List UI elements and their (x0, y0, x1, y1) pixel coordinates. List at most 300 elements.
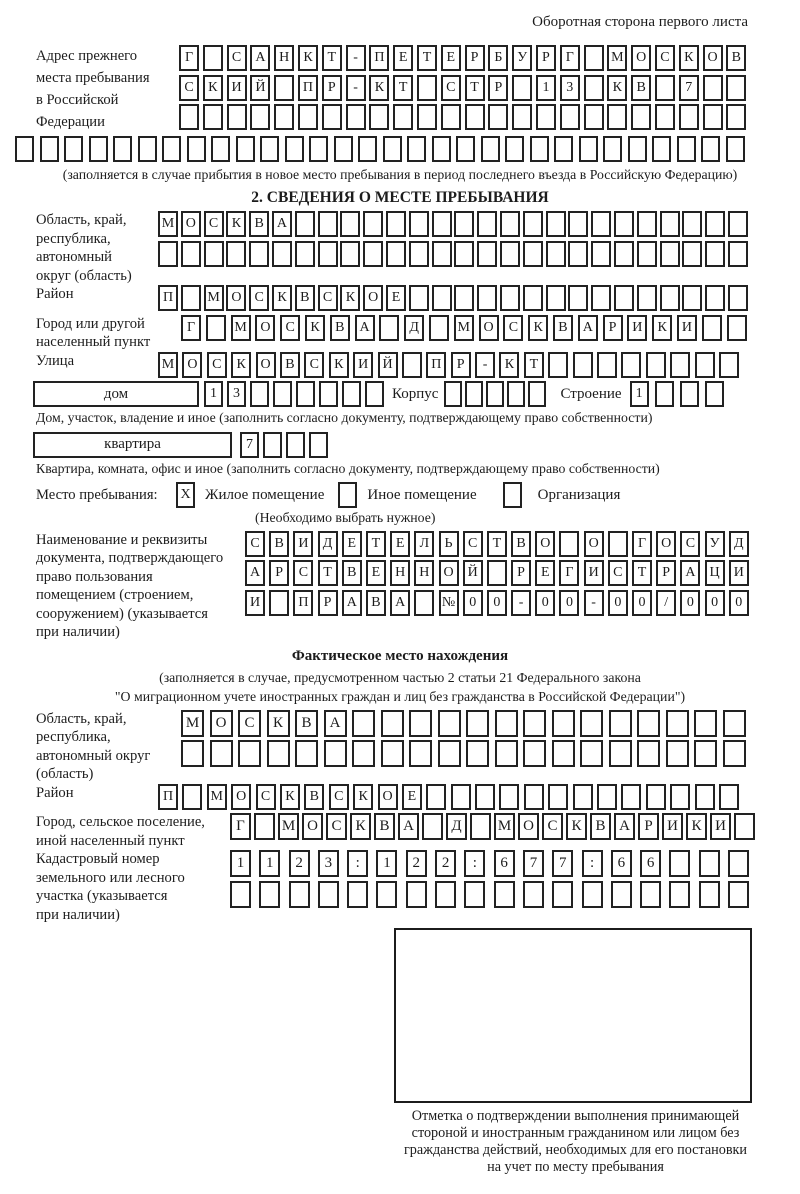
char-cell[interactable] (236, 136, 255, 162)
char-cell[interactable] (523, 881, 544, 908)
char-cell[interactable]: 2 (406, 850, 427, 877)
char-cell[interactable]: Т (487, 531, 507, 557)
char-cell[interactable] (273, 381, 292, 407)
char-cell[interactable] (238, 740, 261, 767)
char-cell[interactable] (679, 104, 699, 130)
char-cell[interactable]: П (426, 352, 446, 378)
char-box-row[interactable] (245, 590, 749, 616)
char-cell[interactable]: Е (402, 784, 422, 810)
char-cell[interactable] (454, 241, 474, 267)
char-cell[interactable]: О (703, 45, 723, 71)
char-cell[interactable] (296, 381, 315, 407)
char-box-row-overflow[interactable] (15, 136, 800, 162)
char-cell[interactable]: Г (559, 560, 579, 586)
char-cell[interactable] (318, 241, 338, 267)
char-cell[interactable]: Д (318, 531, 338, 557)
char-cell[interactable] (477, 285, 497, 311)
char-cell[interactable]: И (677, 315, 697, 341)
char-cell[interactable] (487, 560, 507, 586)
char-cell[interactable] (402, 352, 422, 378)
char-cell[interactable] (695, 352, 715, 378)
char-cell[interactable]: Е (393, 45, 413, 71)
char-cell[interactable] (582, 881, 603, 908)
char-cell[interactable] (274, 104, 294, 130)
char-cell[interactable]: Р (638, 813, 659, 840)
char-box-row[interactable] (181, 740, 746, 767)
char-cell[interactable] (523, 285, 543, 311)
char-cell[interactable] (523, 241, 543, 267)
char-cell[interactable]: И (584, 560, 604, 586)
char-cell[interactable]: : (347, 850, 368, 877)
house-number-boxes[interactable] (204, 381, 384, 407)
char-cell[interactable] (507, 381, 525, 407)
char-cell[interactable]: 3 (560, 75, 580, 101)
char-cell[interactable] (660, 241, 680, 267)
char-cell[interactable] (637, 211, 657, 237)
char-cell[interactable]: И (245, 590, 265, 616)
char-cell[interactable] (254, 813, 275, 840)
char-cell[interactable] (637, 285, 657, 311)
char-cell[interactable] (204, 241, 224, 267)
char-cell[interactable] (614, 241, 634, 267)
char-cell[interactable]: М (158, 211, 178, 237)
apartment-number-boxes[interactable] (240, 432, 328, 458)
char-cell[interactable] (179, 104, 199, 130)
char-cell[interactable]: И (627, 315, 647, 341)
char-cell[interactable]: Й (463, 560, 483, 586)
char-cell[interactable] (230, 881, 251, 908)
char-cell[interactable]: 1 (376, 850, 397, 877)
char-cell[interactable] (705, 285, 725, 311)
char-cell[interactable] (660, 211, 680, 237)
char-cell[interactable]: Н (414, 560, 434, 586)
char-cell[interactable]: 7 (552, 850, 573, 877)
char-cell[interactable] (466, 710, 489, 737)
char-cell[interactable]: О (656, 531, 676, 557)
char-cell[interactable]: С (503, 315, 523, 341)
char-cell[interactable] (580, 710, 603, 737)
char-cell[interactable]: Е (342, 531, 362, 557)
char-box-row[interactable] (230, 881, 749, 908)
char-cell[interactable] (505, 136, 524, 162)
char-cell[interactable] (597, 352, 617, 378)
char-cell[interactable] (435, 881, 456, 908)
char-cell[interactable]: Л (414, 531, 434, 557)
char-box-row[interactable] (230, 850, 749, 877)
char-cell[interactable]: К (267, 710, 290, 737)
char-cell[interactable]: М (158, 352, 178, 378)
char-cell[interactable]: А (355, 315, 375, 341)
char-cell[interactable] (466, 740, 489, 767)
char-cell[interactable]: С (304, 352, 324, 378)
char-cell[interactable] (660, 285, 680, 311)
char-cell[interactable] (621, 784, 641, 810)
char-cell[interactable] (386, 211, 406, 237)
char-cell[interactable] (727, 315, 747, 341)
char-cell[interactable]: Д (729, 531, 749, 557)
char-cell[interactable] (210, 740, 233, 767)
char-cell[interactable]: М (607, 45, 627, 71)
char-cell[interactable] (652, 136, 671, 162)
char-cell[interactable]: К (566, 813, 587, 840)
char-cell[interactable]: 6 (640, 850, 661, 877)
char-cell[interactable] (621, 352, 641, 378)
char-cell[interactable] (701, 136, 720, 162)
char-cell[interactable] (728, 285, 748, 311)
char-cell[interactable]: К (350, 813, 371, 840)
char-cell[interactable]: М (278, 813, 299, 840)
char-cell[interactable] (666, 710, 689, 737)
char-cell[interactable] (579, 136, 598, 162)
char-cell[interactable]: Ь (439, 531, 459, 557)
char-cell[interactable] (260, 136, 279, 162)
char-cell[interactable]: Т (524, 352, 544, 378)
char-cell[interactable] (726, 136, 745, 162)
char-cell[interactable]: Т (322, 45, 342, 71)
char-cell[interactable] (454, 211, 474, 237)
char-cell[interactable]: В (342, 560, 362, 586)
char-cell[interactable] (723, 740, 746, 767)
char-cell[interactable]: Т (318, 560, 338, 586)
char-cell[interactable]: А (245, 560, 265, 586)
char-cell[interactable]: 0 (559, 590, 579, 616)
char-cell[interactable]: К (340, 285, 360, 311)
char-cell[interactable] (609, 740, 632, 767)
char-cell[interactable] (703, 104, 723, 130)
char-cell[interactable] (552, 710, 575, 737)
char-cell[interactable] (694, 740, 717, 767)
char-cell[interactable] (451, 784, 471, 810)
char-cell[interactable]: Д (404, 315, 424, 341)
char-cell[interactable]: С (655, 45, 675, 71)
char-cell[interactable] (568, 211, 588, 237)
char-cell[interactable]: Н (274, 45, 294, 71)
checkbox-inoe[interactable] (338, 482, 357, 508)
char-cell[interactable] (682, 285, 702, 311)
char-cell[interactable] (528, 381, 546, 407)
char-cell[interactable]: - (475, 352, 495, 378)
char-cell[interactable]: В (374, 813, 395, 840)
char-cell[interactable] (719, 352, 739, 378)
char-cell[interactable] (414, 590, 434, 616)
char-cell[interactable]: 0 (487, 590, 507, 616)
char-cell[interactable] (524, 784, 544, 810)
char-cell[interactable]: Т (417, 45, 437, 71)
char-cell[interactable] (699, 850, 720, 877)
char-cell[interactable]: М (181, 710, 204, 737)
char-cell[interactable]: Т (465, 75, 485, 101)
char-cell[interactable]: К (305, 315, 325, 341)
char-cell[interactable] (295, 211, 315, 237)
char-cell[interactable]: О (226, 285, 246, 311)
char-cell[interactable] (477, 211, 497, 237)
char-cell[interactable]: Р (269, 560, 289, 586)
char-cell[interactable]: С (256, 784, 276, 810)
char-cell[interactable]: - (346, 45, 366, 71)
char-cell[interactable]: - (584, 590, 604, 616)
char-cell[interactable] (182, 784, 202, 810)
char-cell[interactable] (646, 352, 666, 378)
char-cell[interactable] (285, 136, 304, 162)
char-cell[interactable]: 7 (240, 432, 259, 458)
char-cell[interactable] (734, 813, 755, 840)
char-cell[interactable]: В (280, 352, 300, 378)
char-cell[interactable]: К (528, 315, 548, 341)
char-cell[interactable] (267, 740, 290, 767)
char-cell[interactable]: А (578, 315, 598, 341)
char-cell[interactable]: Г (632, 531, 652, 557)
char-cell[interactable] (655, 75, 675, 101)
char-box-row[interactable] (181, 710, 746, 737)
char-cell[interactable] (699, 881, 720, 908)
char-cell[interactable]: К (298, 45, 318, 71)
char-cell[interactable]: И (662, 813, 683, 840)
char-cell[interactable] (227, 104, 247, 130)
char-cell[interactable]: - (346, 75, 366, 101)
char-cell[interactable] (568, 241, 588, 267)
char-cell[interactable]: К (686, 813, 707, 840)
char-cell[interactable]: К (607, 75, 627, 101)
char-cell[interactable]: В (330, 315, 350, 341)
char-cell[interactable]: О (256, 352, 276, 378)
char-cell[interactable] (614, 285, 634, 311)
char-cell[interactable] (381, 740, 404, 767)
char-cell[interactable]: О (535, 531, 555, 557)
char-cell[interactable] (352, 710, 375, 737)
char-cell[interactable]: С (245, 531, 265, 557)
char-cell[interactable] (295, 740, 318, 767)
char-cell[interactable] (591, 211, 611, 237)
char-cell[interactable]: С (608, 560, 628, 586)
char-cell[interactable] (695, 784, 715, 810)
char-cell[interactable]: В (590, 813, 611, 840)
char-cell[interactable]: В (304, 784, 324, 810)
char-cell[interactable] (432, 136, 451, 162)
char-cell[interactable]: В (366, 590, 386, 616)
char-cell[interactable] (340, 211, 360, 237)
char-cell[interactable] (393, 104, 413, 130)
char-cell[interactable] (138, 136, 157, 162)
char-cell[interactable] (560, 104, 580, 130)
korpus-boxes[interactable] (444, 381, 546, 407)
char-cell[interactable] (379, 315, 399, 341)
char-cell[interactable]: К (652, 315, 672, 341)
char-cell[interactable] (417, 75, 437, 101)
char-cell[interactable]: С (293, 560, 313, 586)
char-cell[interactable]: П (369, 45, 389, 71)
char-cell[interactable] (552, 740, 575, 767)
char-cell[interactable]: К (272, 285, 292, 311)
char-cell[interactable] (322, 104, 342, 130)
char-cell[interactable]: В (269, 531, 289, 557)
char-cell[interactable] (274, 75, 294, 101)
char-box-row[interactable] (245, 560, 749, 586)
char-cell[interactable] (499, 784, 519, 810)
char-cell[interactable]: В (249, 211, 269, 237)
char-cell[interactable] (409, 285, 429, 311)
char-cell[interactable] (640, 881, 661, 908)
char-box-row[interactable] (179, 75, 746, 101)
char-cell[interactable]: В (631, 75, 651, 101)
char-cell[interactable] (347, 881, 368, 908)
char-cell[interactable] (340, 241, 360, 267)
char-cell[interactable]: О (518, 813, 539, 840)
char-cell[interactable]: О (210, 710, 233, 737)
char-cell[interactable]: Т (632, 560, 652, 586)
char-cell[interactable]: 1 (259, 850, 280, 877)
char-cell[interactable] (369, 104, 389, 130)
char-cell[interactable]: А (390, 590, 410, 616)
char-cell[interactable]: А (272, 211, 292, 237)
char-box-row[interactable] (158, 241, 748, 267)
char-cell[interactable] (591, 241, 611, 267)
char-cell[interactable] (352, 740, 375, 767)
char-cell[interactable]: С (463, 531, 483, 557)
char-cell[interactable]: С (542, 813, 563, 840)
char-cell[interactable] (495, 710, 518, 737)
checkbox-organizaciya[interactable] (503, 482, 522, 508)
char-cell[interactable] (286, 432, 305, 458)
char-cell[interactable]: Р (536, 45, 556, 71)
char-cell[interactable]: Й (250, 75, 270, 101)
char-cell[interactable] (444, 381, 462, 407)
char-cell[interactable]: Е (366, 560, 386, 586)
char-cell[interactable] (552, 881, 573, 908)
char-cell[interactable] (614, 211, 634, 237)
char-cell[interactable] (181, 285, 201, 311)
char-cell[interactable]: - (511, 590, 531, 616)
char-box-row[interactable] (158, 352, 739, 378)
char-cell[interactable] (417, 104, 437, 130)
char-box-row[interactable] (181, 315, 747, 341)
char-cell[interactable]: 1 (630, 381, 649, 407)
char-cell[interactable] (500, 241, 520, 267)
char-cell[interactable] (573, 784, 593, 810)
char-cell[interactable] (432, 285, 452, 311)
char-cell[interactable]: М (454, 315, 474, 341)
char-cell[interactable] (495, 740, 518, 767)
char-cell[interactable] (250, 104, 270, 130)
char-cell[interactable] (456, 136, 475, 162)
char-cell[interactable] (269, 590, 289, 616)
char-cell[interactable] (723, 710, 746, 737)
char-cell[interactable]: К (280, 784, 300, 810)
char-cell[interactable] (728, 211, 748, 237)
char-cell[interactable] (383, 136, 402, 162)
char-cell[interactable] (272, 241, 292, 267)
char-cell[interactable] (719, 784, 739, 810)
char-cell[interactable]: В (511, 531, 531, 557)
char-cell[interactable]: У (512, 45, 532, 71)
char-cell[interactable]: О (631, 45, 651, 71)
char-cell[interactable]: С (680, 531, 700, 557)
char-cell[interactable]: 0 (535, 590, 555, 616)
char-cell[interactable] (609, 710, 632, 737)
char-cell[interactable] (637, 740, 660, 767)
char-cell[interactable] (158, 241, 178, 267)
char-cell[interactable]: / (656, 590, 676, 616)
char-cell[interactable]: 2 (289, 850, 310, 877)
char-cell[interactable] (409, 710, 432, 737)
char-cell[interactable]: О (182, 352, 202, 378)
char-cell[interactable] (309, 136, 328, 162)
char-cell[interactable] (655, 104, 675, 130)
char-cell[interactable] (705, 241, 725, 267)
char-cell[interactable] (670, 784, 690, 810)
char-cell[interactable] (584, 75, 604, 101)
char-cell[interactable]: Г (181, 315, 201, 341)
char-box-row[interactable] (158, 285, 748, 311)
char-cell[interactable]: Р (465, 45, 485, 71)
char-cell[interactable] (363, 211, 383, 237)
char-cell[interactable] (295, 241, 315, 267)
char-cell[interactable]: С (329, 784, 349, 810)
char-cell[interactable]: Г (560, 45, 580, 71)
char-cell[interactable]: Т (393, 75, 413, 101)
char-cell[interactable] (319, 381, 338, 407)
char-cell[interactable] (597, 784, 617, 810)
char-cell[interactable]: : (464, 850, 485, 877)
char-cell[interactable]: С (227, 45, 247, 71)
char-cell[interactable] (548, 784, 568, 810)
char-cell[interactable] (381, 710, 404, 737)
char-cell[interactable] (203, 104, 223, 130)
char-cell[interactable] (670, 352, 690, 378)
char-cell[interactable] (530, 136, 549, 162)
char-cell[interactable] (407, 136, 426, 162)
char-cell[interactable] (680, 381, 699, 407)
char-box-row[interactable] (245, 531, 749, 557)
char-cell[interactable]: Т (366, 531, 386, 557)
char-cell[interactable]: О (378, 784, 398, 810)
char-cell[interactable]: И (293, 531, 313, 557)
char-cell[interactable] (206, 315, 226, 341)
char-cell[interactable] (546, 285, 566, 311)
char-cell[interactable]: Р (511, 560, 531, 586)
char-cell[interactable]: И (227, 75, 247, 101)
char-cell[interactable] (334, 136, 353, 162)
char-cell[interactable]: П (158, 784, 178, 810)
char-cell[interactable]: С (280, 315, 300, 341)
char-box-row[interactable] (158, 784, 739, 810)
char-cell[interactable]: С (441, 75, 461, 101)
char-cell[interactable] (580, 740, 603, 767)
char-cell[interactable] (289, 881, 310, 908)
char-cell[interactable] (584, 45, 604, 71)
char-cell[interactable] (465, 381, 483, 407)
char-cell[interactable]: У (705, 531, 725, 557)
char-box-row[interactable] (158, 211, 748, 237)
char-cell[interactable]: О (302, 813, 323, 840)
char-cell[interactable] (40, 136, 59, 162)
char-cell[interactable]: Е (386, 285, 406, 311)
char-cell[interactable] (546, 241, 566, 267)
char-cell[interactable] (181, 241, 201, 267)
char-box-row[interactable] (179, 104, 746, 130)
char-cell[interactable] (162, 136, 181, 162)
char-cell[interactable]: 1 (230, 850, 251, 877)
char-cell[interactable] (309, 432, 328, 458)
char-cell[interactable]: К (231, 352, 251, 378)
stroenie-boxes[interactable] (630, 381, 724, 407)
char-cell[interactable] (454, 285, 474, 311)
char-cell[interactable] (559, 531, 579, 557)
char-box-row[interactable] (230, 813, 755, 840)
char-cell[interactable] (250, 381, 269, 407)
char-cell[interactable]: В (295, 285, 315, 311)
char-cell[interactable]: О (255, 315, 275, 341)
char-cell[interactable]: И (353, 352, 373, 378)
